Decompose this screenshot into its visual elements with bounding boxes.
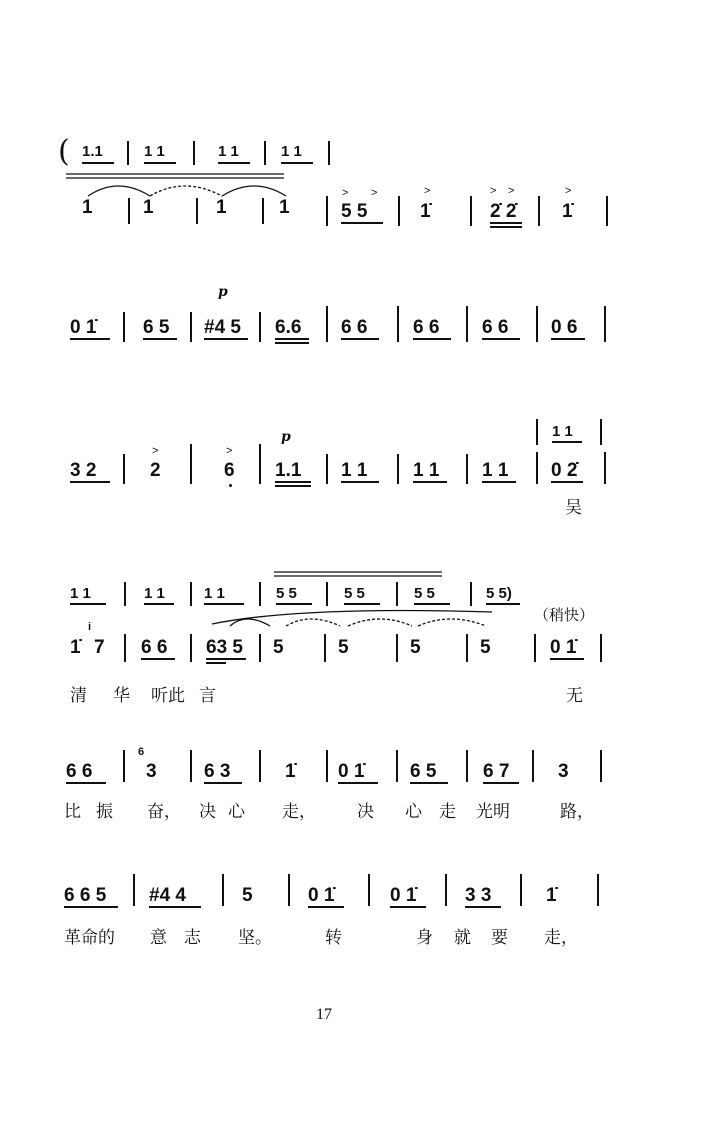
lyric: 坚。 (238, 928, 272, 948)
lyric: 走， (282, 802, 316, 822)
note: 3 (146, 761, 157, 782)
note: 6 5 (143, 317, 170, 338)
lyric: 无 (566, 686, 583, 706)
lyric: 听此 (151, 686, 185, 706)
lyric: 志 (184, 928, 201, 948)
lyric: 心 (405, 802, 422, 822)
note: 5 (338, 637, 349, 658)
lyric: 言 (199, 686, 216, 706)
note: 5 5 (344, 585, 365, 602)
note: 3 (558, 761, 569, 782)
note: 1 1 (204, 585, 225, 602)
lyric: 吴 (565, 498, 582, 518)
note: 5 5) (486, 585, 512, 602)
note: 6 7 (483, 761, 510, 782)
note: 1 1 (281, 143, 302, 160)
note: 0 1̇ (338, 761, 365, 782)
note: 0 1̇ (550, 637, 577, 658)
note: 5 5 (276, 585, 297, 602)
accent-mark: > (424, 185, 431, 197)
accent-mark: > (152, 445, 159, 457)
note: 6 6 (413, 317, 440, 338)
note: 1 1 (70, 585, 91, 602)
note: 1 1 (144, 143, 165, 160)
note: 1̇ (562, 201, 573, 222)
note: 1 1 (144, 585, 165, 602)
accent-mark: > (490, 185, 497, 197)
note: 1̇ (420, 201, 431, 222)
note: 6 6 (482, 317, 509, 338)
note: 63 5 (206, 637, 243, 658)
page-number: 17 (316, 1006, 332, 1023)
note: 1.1 (82, 143, 103, 160)
note: 2 (150, 460, 161, 481)
note: 6 5 (410, 761, 437, 782)
note: 6 6 (141, 637, 168, 658)
lyric: 走 (439, 802, 456, 822)
note: 6 6 5 (64, 885, 107, 906)
lyric: 清 (70, 686, 87, 706)
note: 1 (143, 197, 154, 218)
lyric: 奋， (147, 802, 181, 822)
note: 1 (82, 197, 93, 218)
open-paren: ( (58, 134, 70, 169)
note: 1 1 (482, 460, 509, 481)
note: 1.1 (275, 460, 302, 481)
note: 0 1̇ (308, 885, 335, 906)
dynamic-mark: p (218, 284, 228, 300)
note: 5 5 (414, 585, 435, 602)
accent-mark: > (226, 445, 233, 457)
dynamic-mark: p (281, 429, 291, 445)
accent-mark: > (342, 187, 349, 199)
note: 1 (279, 197, 290, 218)
lyric: 意 (150, 928, 167, 948)
lyric: 振 (96, 802, 113, 822)
note: 6 3 (204, 761, 231, 782)
note: 1̇ (546, 885, 557, 906)
lyric: 光明 (476, 802, 510, 822)
lyric: 革命的 (64, 928, 115, 948)
note: 0 2̇ (551, 460, 578, 481)
note: #4 4 (149, 885, 186, 906)
lyric: 要 (491, 928, 508, 948)
note: 5 (242, 885, 253, 906)
note: 1 1 (218, 143, 239, 160)
note: #4 5 (204, 317, 241, 338)
note: 0 1̇ (70, 317, 97, 338)
lyric: 身 (416, 928, 433, 948)
note: 5 5 (341, 201, 368, 222)
note: 6 6 (66, 761, 93, 782)
note: 1 1 (413, 460, 440, 481)
note: 1̇ (70, 637, 81, 658)
lyric: 走， (544, 928, 578, 948)
lyric: 转 (325, 928, 342, 948)
lyric: 心 (228, 802, 245, 822)
note: 1̇ (285, 761, 296, 782)
lyric: 就 (454, 928, 471, 948)
accent-mark: > (371, 187, 378, 199)
note: 6 6 (341, 317, 368, 338)
note: 6.6 (275, 317, 302, 338)
note: 1 1 (341, 460, 368, 481)
grace-note: 6 (138, 746, 145, 758)
note: 5 (480, 637, 491, 658)
lyric: 比 (64, 802, 81, 822)
accent-mark: > (565, 185, 572, 197)
note: 0 1̇ (390, 885, 417, 906)
grace-note: i (88, 621, 92, 633)
accent-mark: > (508, 185, 515, 197)
note: 3 2 (70, 460, 97, 481)
lyric: 决 (199, 802, 216, 822)
lyric: 决 (357, 802, 374, 822)
note: 7 (94, 637, 105, 658)
note: 3 3 (465, 885, 492, 906)
lyric: 路， (560, 802, 594, 822)
lyric: 华 (113, 686, 130, 706)
note: 0 6 (551, 317, 578, 338)
note: 1 1 (552, 423, 573, 440)
tempo-mark: （稍快） (534, 606, 595, 624)
note: 5 (410, 637, 421, 658)
note: 6 (224, 460, 235, 481)
note: 1 (216, 197, 227, 218)
note: 2̇ 2̇ (490, 201, 517, 222)
note: 5 (273, 637, 284, 658)
